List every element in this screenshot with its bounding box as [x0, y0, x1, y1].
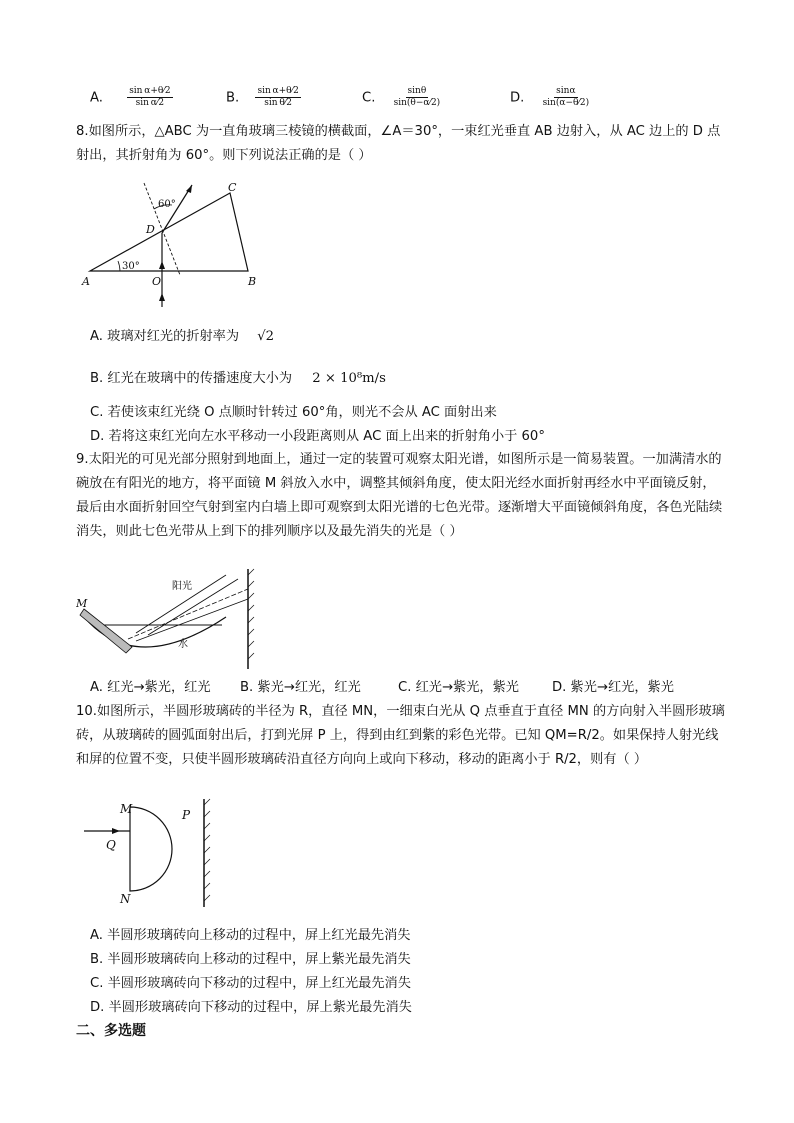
label-q: Q [106, 838, 116, 852]
q10-option-c[interactable]: C. 半圆形玻璃砖向下移动的过程中，屏上红光最先消失 [90, 976, 411, 991]
sqrt-value: √2 [257, 329, 275, 344]
mirror [80, 609, 132, 653]
option-letter: C. [362, 90, 376, 106]
option-letter: D. [510, 90, 525, 106]
arrow-up-icon [159, 261, 165, 269]
option-letter: A. [90, 90, 103, 106]
q8-option-a[interactable]: A. 玻璃对红光的折射率为 √2 [90, 329, 275, 344]
q8-option-d[interactable]: D. 若将这束红光向左水平移动一小段距离则从 AC 面上出来的折射角小于 60° [90, 429, 545, 444]
q10-option-a[interactable]: A. 半圆形玻璃砖向上移动的过程中，屏上红光最先消失 [90, 928, 411, 943]
label-m: M [76, 597, 88, 610]
q9-option-b[interactable]: B. 紫光→红光，红光 [240, 680, 361, 695]
q9-stem: 9.太阳光的可见光部分照射到地面上，通过一定的装置可观察太阳光谱，如图所示是一简易装置。一加满清水的碗放在有阳光的地方，将平面镜 M 斜放入水中，调整其倾斜角度，使太阳光经水面折射再经水中平面镜反射，最后由水面折射回空气射到室内白墙上即可观察到太阳光谱的七色光带。逐渐增大平面镜倾斜角度，各色光陆续消失，则此七色光带从上到下的排列顺序以及最先消失的光是（ ） [76, 452, 723, 539]
wall-hatch [248, 569, 254, 659]
q7-option-b[interactable] [226, 86, 301, 109]
label-m: M [120, 802, 133, 816]
reflected-ray [136, 599, 248, 641]
q9-option-c[interactable]: C. 红光→紫光，紫光 [398, 680, 519, 695]
label-d: D [146, 223, 155, 236]
section-title: 二、多选题 [76, 1023, 146, 1039]
label-a: A [82, 275, 90, 288]
q7-option-c[interactable] [362, 86, 442, 109]
arrow-right-icon [112, 828, 120, 834]
label-b: B [248, 275, 257, 288]
q8-stem: 8.如图所示，△ABC 为一直角玻璃三棱镜的横截面，∠A＝30°，一束红光垂直 AB 边射入，从 AC 边上的 D 点射出，其折射角为 60°。则下列说法正确的是（ ） [76, 124, 721, 163]
speed-value: 2 × 10⁸m/s [312, 371, 386, 386]
q9-bowl-figure [76, 565, 266, 675]
q10-stem: 10.如图所示，半圆形玻璃砖的半径为 R，直径 MN，一细束白光从 Q 点垂直于直径 MN 的方向射入半圆形玻璃砖，从玻璃砖的圆弧面射出后，打到光屏 P 上，得到由红到紫的彩色光带。已知 QM=R/2。如果保持人射光线和屏的位置不变，只使半圆形玻璃砖沿直径方向向上或向下移动，移动的距离小于 R/2，则有（ ） [76, 704, 725, 767]
q10-option-d[interactable]: D. 半圆形玻璃砖向下移动的过程中，屏上紫光最先消失 [90, 1000, 412, 1015]
q10-option-b[interactable]: B. 半圆形玻璃砖向上移动的过程中，屏上紫光最先消失 [90, 952, 411, 967]
angle-arc-a [118, 261, 120, 271]
angle-label-60: 60° [158, 199, 176, 210]
fraction: $\frac{\sin\alpha}{\sin(\alpha-\theta⁄2)}$ [542, 86, 590, 108]
q10-semicircle-figure [76, 795, 226, 910]
label-sunlight: 阳光 [172, 581, 192, 592]
q7-option-a[interactable] [90, 86, 173, 109]
label-o: O [152, 275, 162, 288]
angle-label-30: 30° [122, 261, 140, 272]
label-c: C [228, 181, 237, 194]
fraction: $\frac{\sin\theta}{\sin(\theta-\alpha⁄2)}$ [393, 86, 441, 108]
q8-option-c[interactable]: C. 若使该束红光绕 O 点顺时针转过 60°角，则光不会从 AC 面射出来 [90, 405, 497, 420]
q9-option-d[interactable]: D. 紫光→红光，紫光 [552, 680, 674, 695]
sun-ray [148, 579, 238, 635]
semicircle-glass [130, 807, 172, 891]
label-water: 水 [178, 639, 188, 650]
fraction: $\frac{\text{sin α+θ⁄2}}{\text{sin α⁄2}}$ [129, 86, 171, 108]
q8-prism-figure [76, 175, 276, 315]
label-p: P [182, 808, 191, 822]
option-letter: B. [226, 90, 240, 106]
q9-option-a[interactable]: A. 红光→紫光，红光 [90, 680, 211, 695]
arrow-icon [186, 185, 192, 193]
reflected-ray [128, 589, 248, 639]
arrow-up-icon [159, 293, 165, 301]
q8-option-b[interactable]: B. 红光在玻璃中的传播速度大小为 2 × 10⁸m/s [90, 371, 386, 386]
fraction: $\frac{\text{sin α+θ⁄2}}{\text{sin θ⁄2}}$ [257, 86, 299, 108]
label-n: N [120, 892, 131, 906]
screen-hatch [204, 799, 210, 901]
q7-option-d[interactable] [510, 86, 591, 109]
